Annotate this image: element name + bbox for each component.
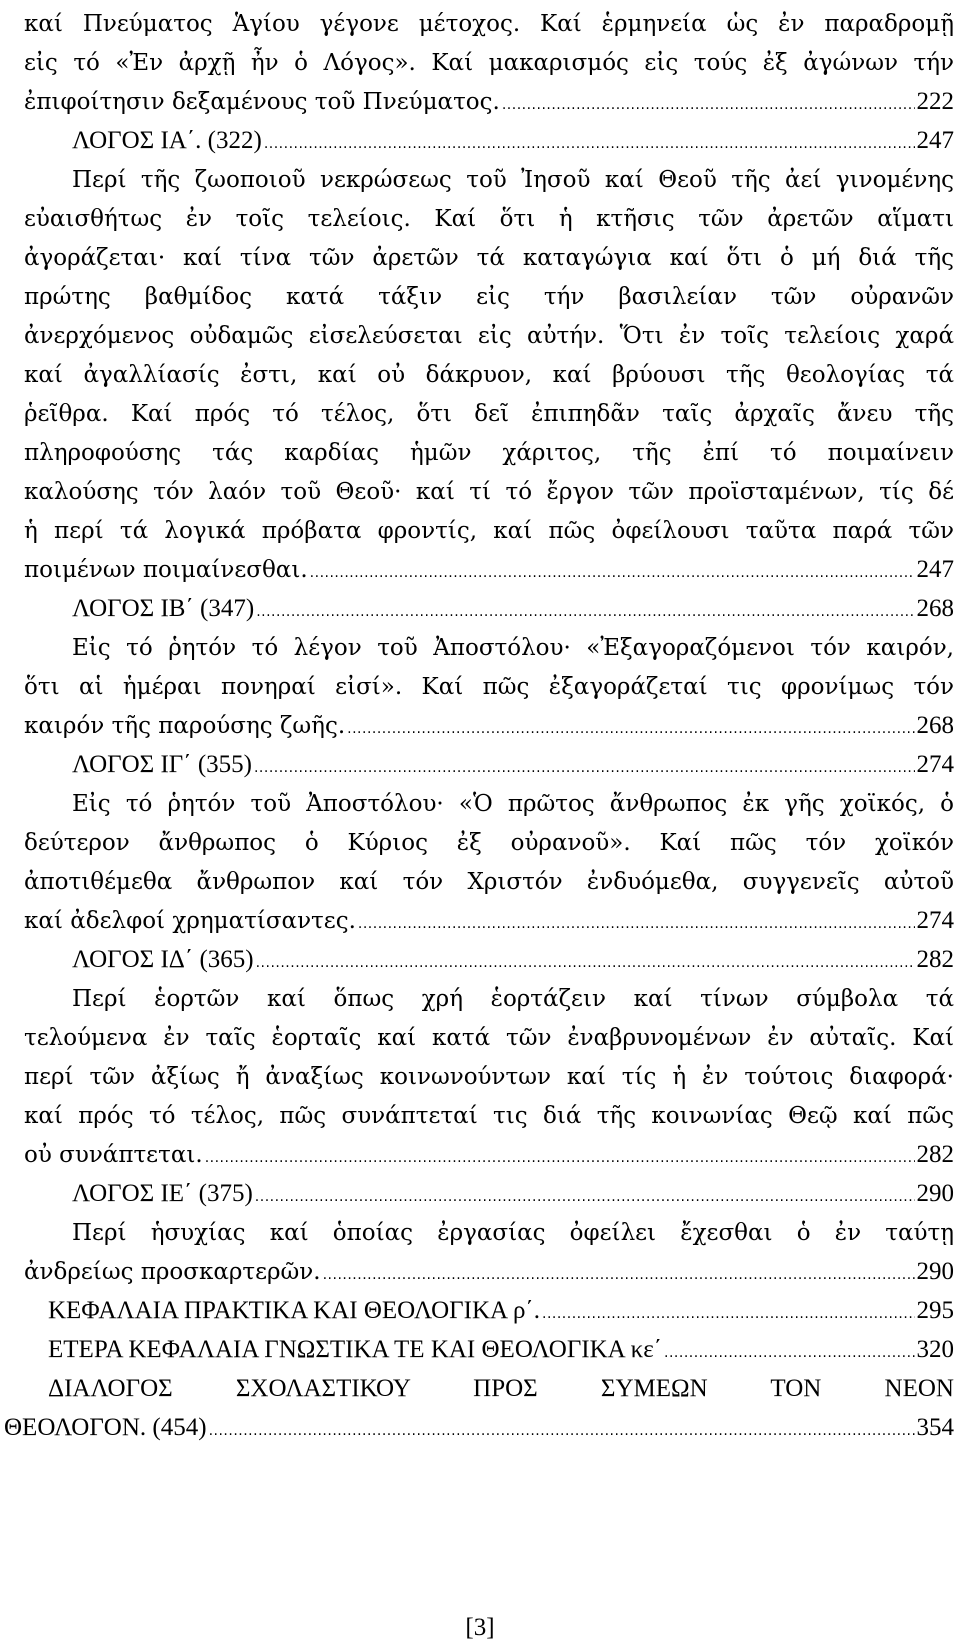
toc-entry-title: ΕΤΕΡΑ ΚΕΦΑΛΑΙΑ ΓΝΩΣΤΙΚΑ ΤΕ ΚΑΙ ΘΕΟΛΟΓΙΚΑ κε΄ <box>48 1336 663 1363</box>
toc-text-line <box>24 355 954 395</box>
dot-leader <box>254 748 915 788</box>
toc-page-number: 274 <box>916 907 954 934</box>
toc-entry-title: ΛΟΓΟΣ ΙΔ΄ (365) <box>72 946 254 973</box>
toc-text-line <box>24 316 954 356</box>
dot-leader <box>542 1294 915 1334</box>
toc-text-line <box>24 511 954 551</box>
toc-entry-title: ΛΟΓΟΣ ΙΑ΄. (322) <box>72 127 262 154</box>
toc-entry-title: ΚΕΦΑΛΑΙΑ ΠΡΑΚΤΙΚΑ ΚΑΙ ΘΕΟΛΟΓΙΚΑ ρ΄. <box>48 1297 540 1324</box>
toc-entry-title: ὅτι αἱ ἡμέραι πονηραί εἰσί». Καί πῶς ἐξαγοράζεταί τις φρονίμως τόν <box>24 674 954 700</box>
page-number: [3] <box>465 1614 495 1641</box>
toc-entry <box>24 82 954 122</box>
toc-entry-title: Περί ἑορτῶν καί ὅπως χρή ἑορτάζειν καί τίνων σύμβολα τά <box>72 986 954 1012</box>
toc-entry-title: ΘΕΟΛΟΓΟΝ. (454) <box>4 1414 207 1441</box>
toc-text-line <box>24 238 954 278</box>
dot-leader <box>502 85 915 125</box>
toc-entry-title: οὐ συνάπτεται. <box>24 1142 203 1168</box>
toc-entry-title: καί Πνεύματος Ἁγίου γέγονε μέτοχος. Καί ἑρμηνεία ὡς ἐν παραδρομῇ <box>24 11 954 37</box>
toc-entry <box>24 901 954 941</box>
toc-entry-title: ΛΟΓΟΣ ΙΒ΄ (347) <box>72 595 255 622</box>
toc-entry-title: καί ἀγαλλίασίς ἐστι, καί οὐ δάκρυον, καί βρύουσι τῆς θεολογίας τά <box>24 362 954 388</box>
dot-leader <box>347 709 914 749</box>
toc-text-line <box>72 160 954 200</box>
toc-page-number: 274 <box>916 751 954 778</box>
dot-leader <box>664 1333 914 1373</box>
toc-entry-title: Περί ἡσυχίας καί ὁποίας ἐργασίας ὀφείλει ἔχεσθαι ὁ ἐν ταύτῃ <box>72 1220 954 1246</box>
toc-page-number: 290 <box>916 1258 954 1285</box>
toc-text-line <box>24 1096 954 1136</box>
toc-text-line <box>24 862 954 902</box>
toc-text-line <box>24 199 954 239</box>
dot-leader <box>323 1255 915 1295</box>
toc-page-number: 247 <box>916 127 954 154</box>
toc-entry-title: ΛΟΓΟΣ ΙΕ΄ (375) <box>72 1180 253 1207</box>
toc-entry-title: δεύτερον ἄνθρωπος ὁ Κύριος ἐξ οὐρανοῦ». Καί πῶς τόν χοϊκόν <box>24 830 954 856</box>
toc-entry-title: ἐπιφοίτησιν δεξαμένους τοῦ Πνεύματος. <box>24 89 500 115</box>
toc-entry-title: πληροφούσης τάς καρδίας ἡμῶν χάριτος, τῆς ἐπί τό ποιμαίνειν <box>24 440 954 466</box>
toc-text-line <box>72 1213 954 1253</box>
toc-page-number: 247 <box>916 556 954 583</box>
toc-entry <box>24 706 954 746</box>
toc-entry-title: ἀνδρείως προσκαρτερῶν. <box>24 1259 321 1285</box>
toc-entry <box>48 1330 954 1370</box>
dot-leader <box>264 124 915 164</box>
toc-entry-title: καλούσης τόν λαόν τοῦ Θεοῦ· καί τί τό ἔργον τῶν προϊσταμένων, τίς δέ <box>24 479 954 505</box>
toc-entry-title: καί ἀδελφοί χρηματίσαντες. <box>24 908 356 934</box>
toc-page-number: 290 <box>916 1180 954 1207</box>
toc-entry-title: εὐαισθήτως ἐν τοῖς τελείοις. Καί ὅτι ἡ κτῆσις τῶν ἀρετῶν αἵματι <box>24 206 954 232</box>
toc-page-number: 268 <box>916 712 954 739</box>
dot-leader <box>205 1138 915 1178</box>
toc-text-line <box>24 472 954 512</box>
toc-entry <box>72 940 954 980</box>
toc-entry-title: ΛΟΓΟΣ ΙΓ΄ (355) <box>72 751 252 778</box>
toc-entry <box>72 1174 954 1214</box>
toc-text-line <box>24 433 954 473</box>
toc-entry-title: ἀνερχόμενος οὐδαμῶς εἰσελεύσεται εἰς αὐτήν. Ὅτι ἐν τοῖς τελείοις χαρά <box>24 323 954 349</box>
toc-entry-title: ποιμένων ποιμαίνεσθαι. <box>24 557 308 583</box>
toc-entry <box>72 589 954 629</box>
toc-page-number: 268 <box>916 595 954 622</box>
toc-entry-title: ΔΙΑΛΟΓΟΣ ΣΧΟΛΑΣΤΙΚΟΥ ΠΡΟΣ ΣΥΜΕΩΝ ΤΟΝ ΝΕΟΝ <box>48 1375 954 1402</box>
toc-text-line <box>24 823 954 863</box>
toc-entry <box>72 745 954 785</box>
toc-entry <box>48 1291 954 1331</box>
toc-entry <box>24 1135 954 1175</box>
toc-text-line <box>24 277 954 317</box>
toc-entry <box>4 1408 954 1448</box>
toc-entry-title: ἀγοράζεται· καί τίνα τῶν ἀρετῶν τά καταγώγια καί ὅτι ὁ μή διά τῆς <box>24 245 954 271</box>
toc-entry-title: εἰς τό «Ἐν ἀρχῇ ἦν ὁ Λόγος». Καί μακαρισμός εἰς τούς ἐξ ἀγώνων τήν <box>24 50 954 76</box>
toc-text-line <box>72 784 954 824</box>
toc-page-number: 295 <box>916 1297 954 1324</box>
toc-text-line <box>24 43 954 83</box>
toc-entry-title: ῥεῖθρα. Καί πρός τό τέλος, ὅτι δεῖ ἐπιπηδᾶν ταῖς ἀρχαῖς ἄνευ τῆς <box>24 401 954 427</box>
toc-page-number: 354 <box>916 1414 954 1441</box>
toc-page-number: 320 <box>916 1336 954 1363</box>
toc-entry <box>24 1252 954 1292</box>
toc-entry-title: πρώτης βαθμίδος κατά τάξιν εἰς τήν βασιλείαν τῶν οὐρανῶν <box>24 284 954 310</box>
dot-leader <box>310 553 915 593</box>
toc-text-line <box>72 979 954 1019</box>
dot-leader <box>255 1177 915 1217</box>
toc-entry <box>72 121 954 161</box>
toc-entry-title: Περί τῆς ζωοποιοῦ νεκρώσεως τοῦ Ἰησοῦ καί Θεοῦ τῆς ἀεί γινομένης <box>72 167 954 193</box>
toc-entry-title: Εἰς τό ῥητόν τό λέγον τοῦ Ἀποστόλου· «Ἐξαγοραζόμενοι τόν καιρόν, <box>72 635 954 661</box>
toc-page-number: 282 <box>916 946 954 973</box>
toc-entry-title: ἀποτιθέμεθα ἄνθρωπον καί τόν Χριστόν ἐνδυόμεθα, συγγενεῖς αὐτοῦ <box>24 869 954 895</box>
toc-entry <box>24 550 954 590</box>
dot-leader <box>358 904 915 944</box>
toc-text-line <box>24 1018 954 1058</box>
dot-leader <box>209 1411 915 1451</box>
dot-leader <box>256 592 914 632</box>
toc-page-number: 222 <box>916 88 954 115</box>
toc-entry-title: καί πρός τό τέλος, πῶς συνάπτεταί τις διά τῆς κοινωνίας Θεῷ καί πῶς <box>24 1103 954 1129</box>
toc-entry-title: περί τῶν ἀξίως ἤ ἀναξίως κοινωνούντων καί τίς ἡ ἐν τούτοις διαφορά· <box>24 1064 954 1090</box>
toc-text-line <box>48 1369 954 1409</box>
toc-text-line <box>24 394 954 434</box>
toc-entry-title: καιρόν τῆς παρούσης ζωῆς. <box>24 713 346 739</box>
toc-text-line <box>24 4 954 44</box>
toc-entry-title: τελούμενα ἐν ταῖς ἑορταῖς καί κατά τῶν ἐναβρυνομένων ἐν αὐταῖς. Καί <box>24 1025 954 1051</box>
toc-text-line <box>72 628 954 668</box>
toc-page-number: 282 <box>916 1141 954 1168</box>
toc-text-line <box>24 1057 954 1097</box>
toc-entry-title: ἡ περί τά λογικά πρόβατα φροντίς, καί πῶς ὀφείλουσι ταῦτα παρά τῶν <box>24 518 954 544</box>
dot-leader <box>256 943 915 983</box>
toc-entry-title: Εἰς τό ῥητόν τοῦ Ἀποστόλου· «Ὁ πρῶτος ἄνθρωπος ἐκ γῆς χοϊκός, ὁ <box>72 791 954 817</box>
toc-text-line <box>24 667 954 707</box>
